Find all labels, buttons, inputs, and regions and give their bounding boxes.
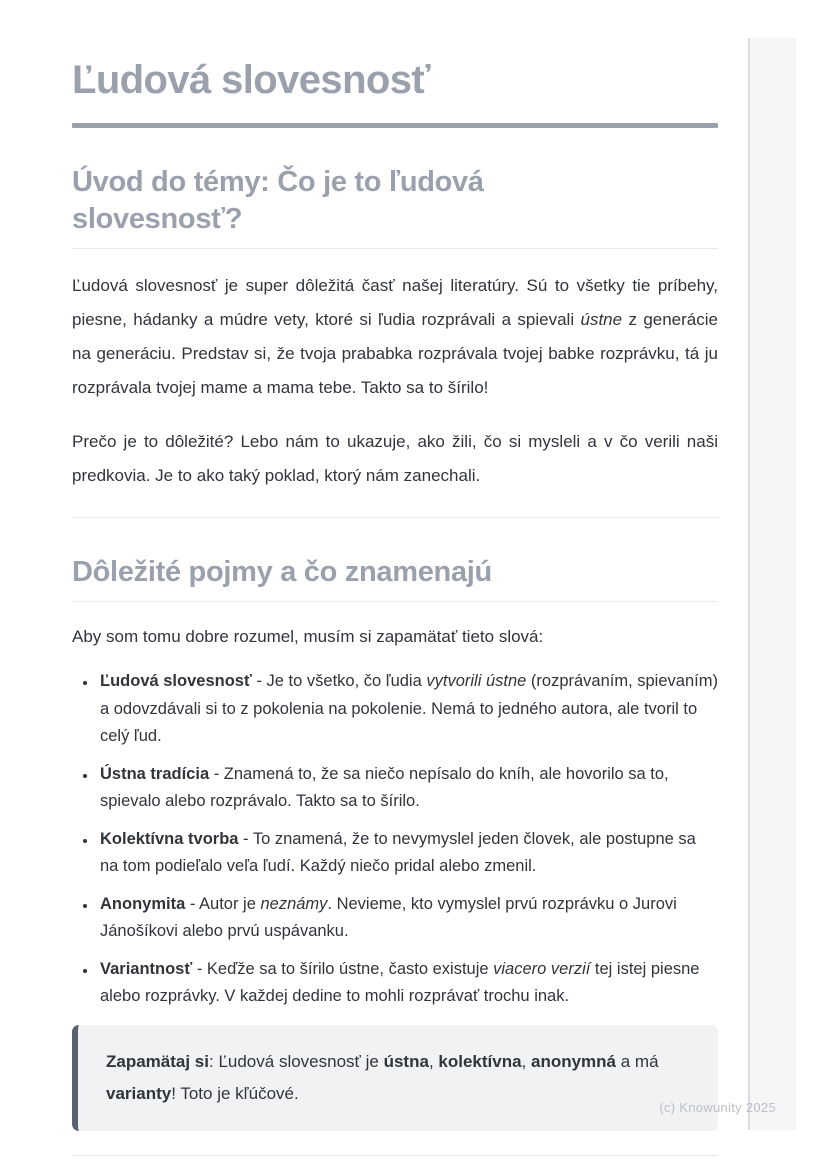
section-divider <box>72 517 718 518</box>
section-terms <box>72 554 718 1131</box>
list-item-anonymita: • Anonymita - Autor je neznámy. Nevieme, kto vymyslel prvú rozprávku o Jurovi Jánošíkovi alebo prvú uspávanku. <box>97 891 718 946</box>
list-item-ustna-tradicia: • Ústna tradícia - Znamená to, že sa niečo nepísalo do kníh, ale hovorilo sa to, spievalo alebo rozprávalo. Takto sa to šírilo. <box>97 761 718 816</box>
section-intro <box>72 164 718 493</box>
bottom-divider <box>72 1155 718 1156</box>
list-item-kolektivna-tvorba: • Kolektívna tvorba - To znamená, že to nevymyslel jeden človek, ale postupne sa na tom podieľalo veľa ľudí. Každý niečo pridal alebo zmenil. <box>97 826 718 881</box>
page-title: Ľudová slovesnosť <box>72 58 430 102</box>
intro-paragraph-1: Ľudová slovesnosť je super dôležitá časť našej literatúry. Sú to všetky tie príbehy, piesne, hádanky a múdre vety, ktoré si ľudia rozprávali a spievali ústne z generácie na generáciu. Predstav si, že tvoja prababka rozprávala tvojej babke rozprávku, tá ju rozprávala tvojej mame a mama tebe. Takto sa to šírilo! <box>72 276 718 397</box>
section-intro-heading: Úvod do témy: Čo je to ľudová slovesnosť? <box>72 166 484 235</box>
intro-paragraph-2: Prečo je to dôležité? Lebo nám to ukazuje, ako žili, čo si mysleli a v čo verili naši predkovia. Je to ako taký poklad, ktorý nám zanechali. <box>72 432 718 485</box>
document-page <box>72 0 718 1156</box>
right-page-edge <box>748 38 796 1130</box>
list-item-variantnost: • Variantnosť - Keďže sa to šírilo ústne, často existuje viacero verzií tej istej piesne alebo rozprávky. V každej dedine to mohli rozprávať trochu inak. <box>97 956 718 1011</box>
list-item-ludova-slovesnost: • Ľudová slovesnosť - Je to všetko, čo ľudia vytvorili ústne (rozprávaním, spievaním) a odovzdávali si to z pokolenia na pokolenie. Nemá to jedného autora, ale tvoril to celý ľud. <box>97 668 718 751</box>
remember-callout-text: Zapamätaj si: Ľudová slovesnosť je ústna, kolektívna, anonymná a má varianty! Toto je kľúčové. <box>106 1051 659 1103</box>
heading-underline <box>72 248 718 249</box>
section-terms-heading: Dôležité pojmy a čo znamenajú <box>72 556 492 588</box>
heading-underline <box>72 601 718 602</box>
terms-list <box>72 668 718 1011</box>
copyright-footer: (c) Knowunity 2025 <box>659 1100 776 1115</box>
remember-callout <box>72 1025 718 1131</box>
title-rule <box>72 123 718 128</box>
terms-intro-line: Aby som tomu dobre rozumel, musím si zapamätať tieto slová: <box>72 627 544 646</box>
